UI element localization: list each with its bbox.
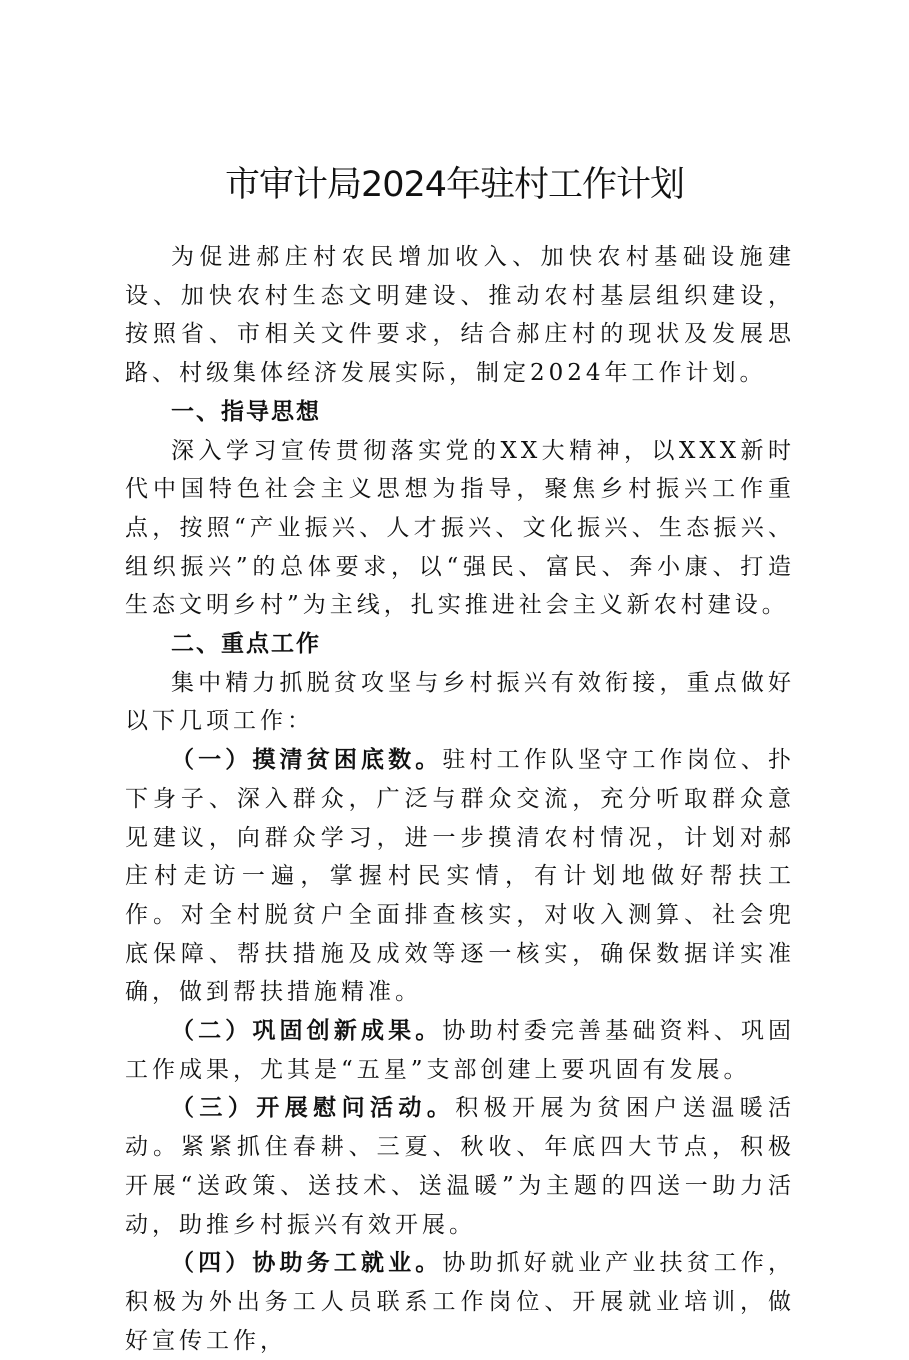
section-heading-key-work: 二、重点工作 (171, 631, 321, 658)
key-work-paragraph: 集中精力抓脱贫攻坚与乡村振兴有效衔接，重点做好以下几项工作： (125, 669, 795, 735)
work-item-2-lead: （二）巩固创新成果。 (171, 1017, 443, 1045)
work-item-2-text: 协助村委完善基础资料、巩固工作成果，尤其是“五星”支部创建上要巩固有发展。 (125, 1018, 796, 1083)
work-item-4 (125, 1244, 795, 1360)
document-title: 市审计局2024年驻村工作计划 (224, 165, 685, 205)
work-item-4-lead: （四）协助务工就业。 (171, 1249, 443, 1277)
intro-paragraph: 为促进郝庄村农民增加收入、加快农村基础设施建设、加快农村生态文明建设、推动农村基层组织建设，按照省、市相关文件要求，结合郝庄村的现状及发展思路、村级集体经济发展实际，制定2024年工作计划。 (125, 244, 795, 387)
work-item-2 (125, 1012, 795, 1089)
work-item-1-text: 驻村工作队坚守工作岗位、扑下身子、深入群众，广泛与群众交流，充分听取群众意见建议，向群众学习，进一步摸清农村情况，计划对郝庄村走访一遍，掌握村民实情，有计划地做好帮扶工作。对全村脱贫户全面排查核实，对收入测算、社会兜底保障、帮扶措施及成效等逐一核实，确保数据详实准确，做到帮扶措施精准。 (125, 747, 796, 1006)
work-item-4-text: 协助抓好就业产业扶贫工作，积极为外出务工人员联系工作岗位、开展就业培训，做好宣传工作， (125, 1250, 796, 1354)
work-item-1 (125, 741, 795, 1012)
work-item-1-lead: （一）摸清贫困底数。 (171, 746, 443, 774)
work-item-3-text: 积极开展为贫困户送温暖活动。紧紧抓住春耕、三夏、秋收、年底四大节点，积极开展“送政策、送技术、送温暖”为主题的四送一助力活动，助推乡村振兴有效开展。 (125, 1095, 796, 1238)
document-body (125, 238, 795, 1360)
guiding-ideology-paragraph: 深入学习宣传贯彻落实党的XX大精神，以XXX新时代中国特色社会主义思想为指导，聚焦乡村振兴工作重点，按照“产业振兴、人才振兴、文化振兴、生态振兴、组织振兴”的总体要求，以“强民、富民、奔小康、打造生态文明乡村”为主线，扎实推进社会主义新农村建设。 (125, 437, 795, 619)
section-heading-guiding-ideology: 一、指导思想 (171, 398, 321, 425)
work-item-3 (125, 1089, 795, 1244)
work-item-3-lead: （三）开展慰问活动。 (171, 1094, 456, 1122)
